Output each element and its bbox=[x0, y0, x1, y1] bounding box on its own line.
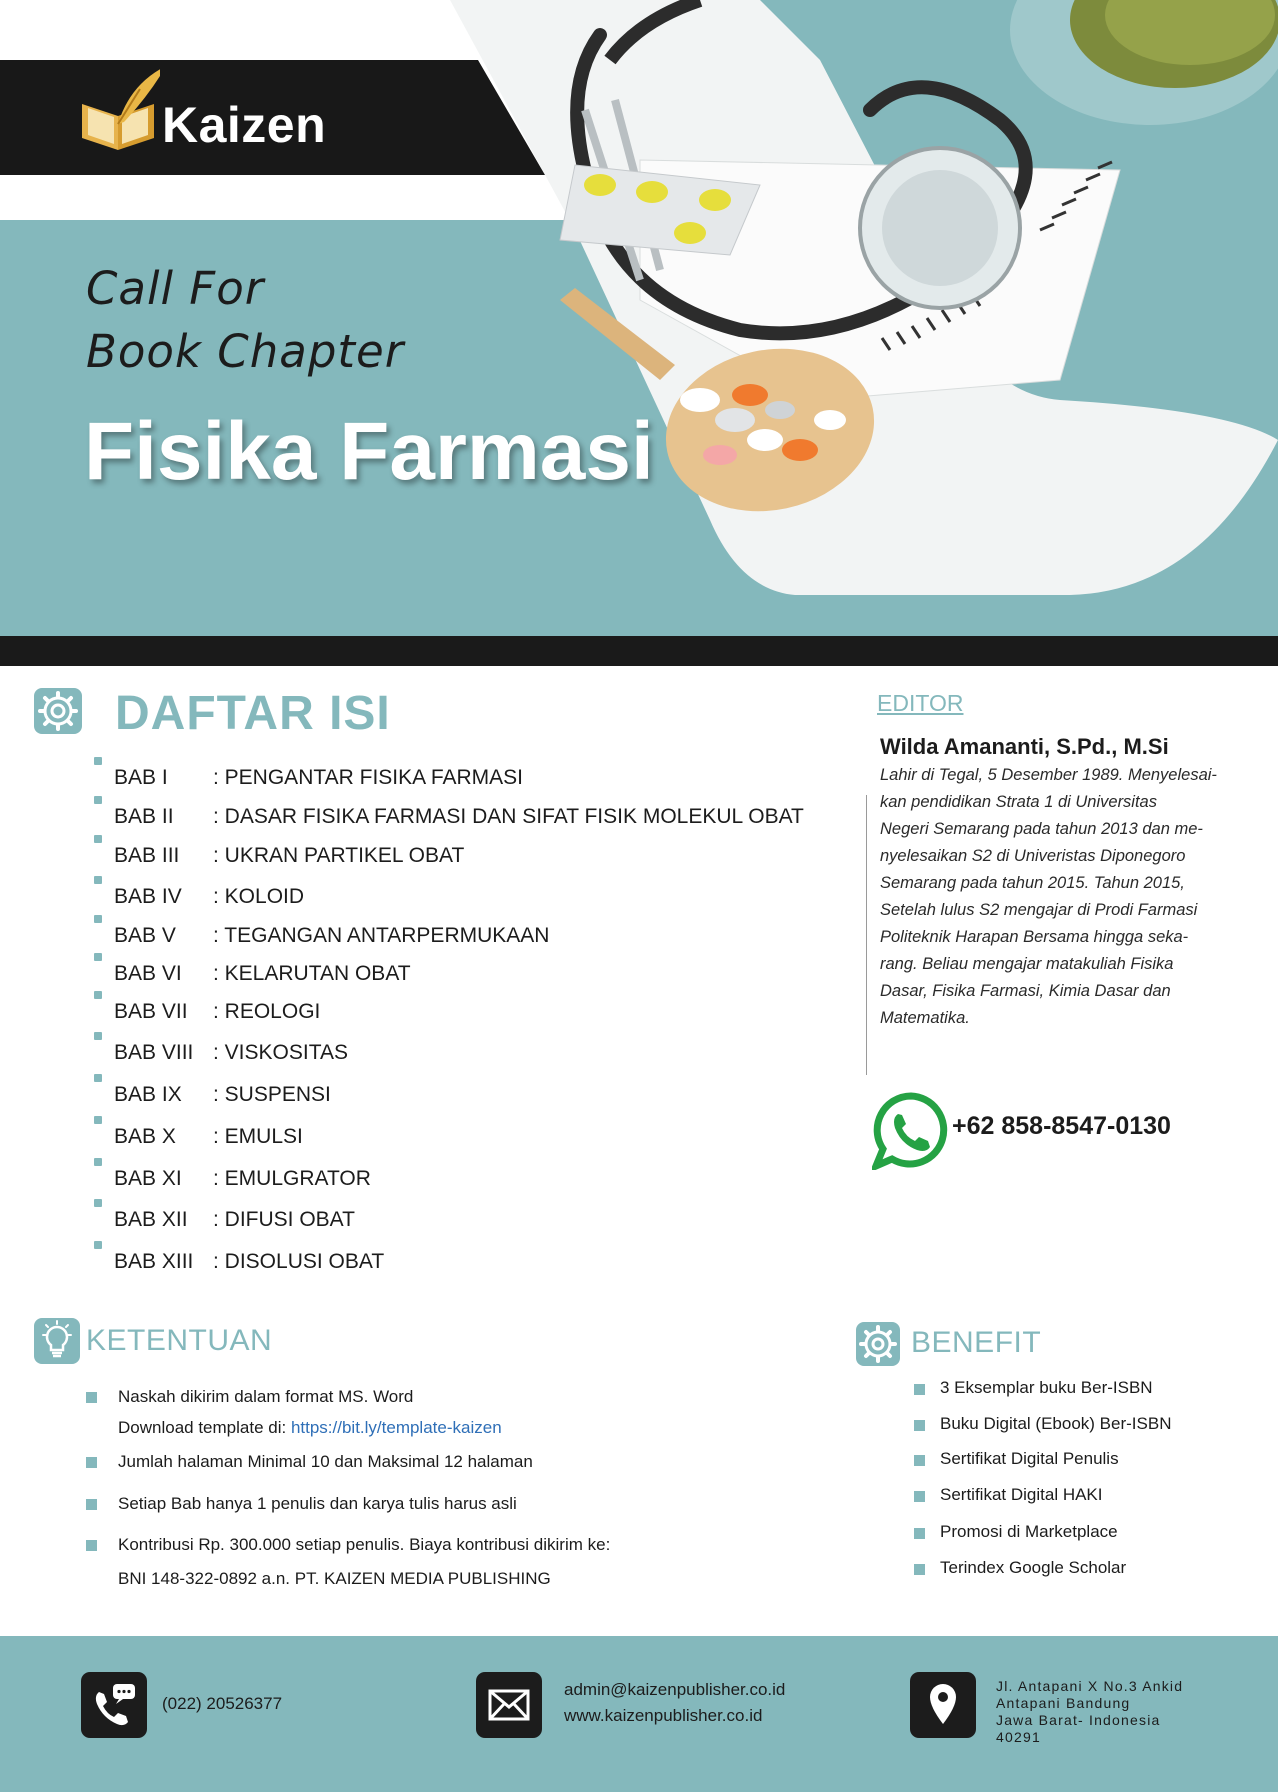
toc-chapter-number: BAB VIII bbox=[114, 1041, 194, 1064]
toc-bullet bbox=[94, 1158, 102, 1166]
footer-phone[interactable]: (022) 20526377 bbox=[162, 1694, 283, 1713]
toc-bullet bbox=[94, 1032, 102, 1040]
editor-bio-line: Dasar, Fisika Farmasi, Kimia Dasar dan bbox=[880, 982, 1171, 1000]
ketentuan-bullet bbox=[86, 1392, 97, 1403]
toc-bullet bbox=[94, 991, 102, 999]
editor-bio-line: Semarang pada tahun 2015. Tahun 2015, bbox=[880, 874, 1185, 892]
toc-title: DAFTAR ISI bbox=[115, 687, 391, 740]
toc-chapter-title: : DASAR FISIKA FARMASI DAN SIFAT FISIK MOLEKUL OBAT bbox=[213, 805, 804, 828]
whatsapp-icon[interactable] bbox=[872, 1092, 950, 1170]
toc-bullet bbox=[94, 1241, 102, 1249]
ketentuan-item: Naskah dikirim dalam format MS. Word bbox=[118, 1387, 414, 1406]
editor-bio-line: Politeknik Harapan Bersama hingga seka- bbox=[880, 928, 1189, 946]
toc-chapter-number: BAB X bbox=[114, 1125, 176, 1148]
footer-address-line: Antapani Bandung bbox=[996, 1695, 1131, 1711]
footer-address bbox=[996, 1678, 1183, 1746]
benefit-bullet bbox=[914, 1384, 925, 1395]
toc-row bbox=[0, 1041, 820, 1075]
toc-row bbox=[0, 844, 820, 878]
envelope-icon[interactable] bbox=[476, 1672, 542, 1738]
toc-row bbox=[0, 962, 820, 996]
toc-chapter-number: BAB VI bbox=[114, 962, 182, 985]
toc-chapter-number: BAB XIII bbox=[114, 1250, 194, 1273]
gear-icon bbox=[856, 1322, 900, 1366]
editor-bio-line: Negeri Semarang pada tahun 2013 dan me- bbox=[880, 820, 1203, 838]
toc-bullet bbox=[94, 835, 102, 843]
toc-chapter-number: BAB VII bbox=[114, 1000, 188, 1023]
lightbulb-icon bbox=[34, 1318, 80, 1364]
toc-chapter-title: : EMULGRATOR bbox=[213, 1167, 371, 1190]
toc-chapter-number: BAB I bbox=[114, 766, 168, 789]
ketentuan-bullet bbox=[86, 1499, 97, 1510]
editor-bio-line: nyelesaikan S2 di Univeristas Diponegoro bbox=[880, 847, 1186, 865]
toc-chapter-title: : KELARUTAN OBAT bbox=[213, 962, 411, 985]
toc-row bbox=[0, 1000, 820, 1034]
benefit-item: Promosi di Marketplace bbox=[940, 1522, 1118, 1541]
ketentuan-bullet bbox=[86, 1540, 97, 1551]
ketentuan-title: KETENTUAN bbox=[86, 1324, 273, 1357]
book-quill-logo-icon bbox=[80, 64, 160, 154]
toc-bullet bbox=[94, 1199, 102, 1207]
editor-bio-line: Setelah lulus S2 mengajar di Prodi Farmasi bbox=[880, 901, 1198, 919]
toc-chapter-number: BAB IX bbox=[114, 1083, 182, 1106]
benefit-item: 3 Eksemplar buku Ber-ISBN bbox=[940, 1378, 1153, 1397]
toc-bullet bbox=[94, 796, 102, 804]
footer bbox=[0, 1636, 1278, 1792]
toc-chapter-title: : TEGANGAN ANTARPERMUKAAN bbox=[213, 924, 550, 947]
toc-row bbox=[0, 924, 820, 958]
ketentuan-item: Kontribusi Rp. 300.000 setiap penulis. Biaya kontribusi dikirim ke: bbox=[118, 1535, 611, 1554]
toc-chapter-title: : DIFUSI OBAT bbox=[213, 1208, 355, 1231]
toc-bullet bbox=[94, 915, 102, 923]
toc-bullet bbox=[94, 1116, 102, 1124]
toc-chapter-title: : EMULSI bbox=[213, 1125, 303, 1148]
editor-bio-line: rang. Beliau mengajar matakuliah Fisika bbox=[880, 955, 1174, 973]
ketentuan-item-sub: BNI 148-322-0892 a.n. PT. KAIZEN MEDIA PUBLISHING bbox=[118, 1569, 551, 1588]
toc-bullet bbox=[94, 876, 102, 884]
ketentuan-item-sub bbox=[118, 1418, 502, 1438]
toc-bullet bbox=[94, 953, 102, 961]
ketentuan-bullet bbox=[86, 1457, 97, 1468]
toc-chapter-title: : REOLOGI bbox=[213, 1000, 321, 1023]
editor-bio bbox=[880, 762, 1250, 1032]
footer-address-line: Jl. Antapani X No.3 Ankid bbox=[996, 1678, 1184, 1694]
toc-bullet bbox=[94, 757, 102, 765]
benefit-bullet bbox=[914, 1491, 925, 1502]
benefit-bullet bbox=[914, 1564, 925, 1575]
gear-icon bbox=[34, 688, 82, 734]
editor-label: EDITOR bbox=[877, 690, 964, 716]
toc-chapter-number: BAB XII bbox=[114, 1208, 188, 1231]
benefit-bullet bbox=[914, 1528, 925, 1539]
toc-chapter-title: : UKRAN PARTIKEL OBAT bbox=[213, 844, 465, 867]
divider-strip bbox=[0, 636, 1278, 666]
ketentuan-item: Jumlah halaman Minimal 10 dan Maksimal 12 halaman bbox=[118, 1452, 533, 1471]
toc-chapter-number: BAB II bbox=[114, 805, 174, 828]
toc-chapter-title: : DISOLUSI OBAT bbox=[213, 1250, 385, 1273]
editor-divider bbox=[866, 795, 867, 1075]
toc-chapter-number: BAB V bbox=[114, 924, 176, 947]
benefit-bullet bbox=[914, 1420, 925, 1431]
toc-bullet bbox=[94, 1074, 102, 1082]
editor-name: Wilda Amananti, S.Pd., M.Si bbox=[880, 734, 1169, 759]
toc-chapter-title: : KOLOID bbox=[213, 885, 305, 908]
toc-chapter-number: BAB III bbox=[114, 844, 180, 867]
benefit-title: BENEFIT bbox=[911, 1326, 1042, 1359]
editor-bio-line: Lahir di Tegal, 5 Desember 1989. Menyelesai- bbox=[880, 766, 1217, 784]
editor-bio-line: kan pendidikan Strata 1 di Universitas bbox=[880, 793, 1157, 811]
toc-row bbox=[0, 766, 820, 800]
whatsapp-number[interactable]: +62 858-8547-0130 bbox=[952, 1112, 1171, 1140]
toc-chapter-number: BAB IV bbox=[114, 885, 182, 908]
toc-row bbox=[0, 1167, 820, 1201]
ketentuan-item: Setiap Bab hanya 1 penulis dan karya tulis harus asli bbox=[118, 1494, 517, 1513]
hero-title: Fisika Farmasi bbox=[84, 406, 654, 497]
footer-address-line: Jawa Barat- Indonesia bbox=[996, 1712, 1161, 1728]
benefit-bullet bbox=[914, 1455, 925, 1466]
toc-row bbox=[0, 885, 820, 919]
footer-email[interactable]: admin@kaizenpublisher.co.id bbox=[564, 1680, 786, 1699]
hero-line-call-for: Call For bbox=[86, 262, 265, 315]
toc-chapter-title: : PENGANTAR FISIKA FARMASI bbox=[213, 766, 524, 789]
location-pin-icon[interactable] bbox=[910, 1672, 976, 1738]
brand-name: Kaizen bbox=[162, 97, 327, 153]
editor-bio-line: Matematika. bbox=[880, 1009, 970, 1027]
template-link[interactable]: https://bit.ly/template-kaizen bbox=[290, 1418, 502, 1437]
footer-address-line: 40291 bbox=[996, 1729, 1041, 1745]
hero-banner bbox=[0, 0, 1278, 636]
benefit-item: Buku Digital (Ebook) Ber-ISBN bbox=[940, 1414, 1172, 1433]
ketentuan-download-prefix: Download template di: bbox=[118, 1418, 291, 1437]
toc-row bbox=[0, 1125, 820, 1159]
toc-chapter-title: : SUSPENSI bbox=[213, 1083, 331, 1106]
toc-chapter-title: : VISKOSITAS bbox=[213, 1041, 348, 1064]
toc-row bbox=[0, 1250, 820, 1284]
footer-website[interactable]: www.kaizenpublisher.co.id bbox=[564, 1706, 763, 1725]
benefit-item: Sertifikat Digital Penulis bbox=[940, 1449, 1119, 1468]
hero-line-book-chapter: Book Chapter bbox=[86, 325, 405, 378]
toc-row bbox=[0, 1208, 820, 1242]
phone-chat-icon[interactable] bbox=[81, 1672, 147, 1738]
toc-row bbox=[0, 1083, 820, 1117]
benefit-item: Terindex Google Scholar bbox=[940, 1558, 1127, 1577]
toc-row bbox=[0, 805, 820, 839]
toc-chapter-number: BAB XI bbox=[114, 1167, 182, 1190]
benefit-item: Sertifikat Digital HAKI bbox=[940, 1485, 1103, 1504]
